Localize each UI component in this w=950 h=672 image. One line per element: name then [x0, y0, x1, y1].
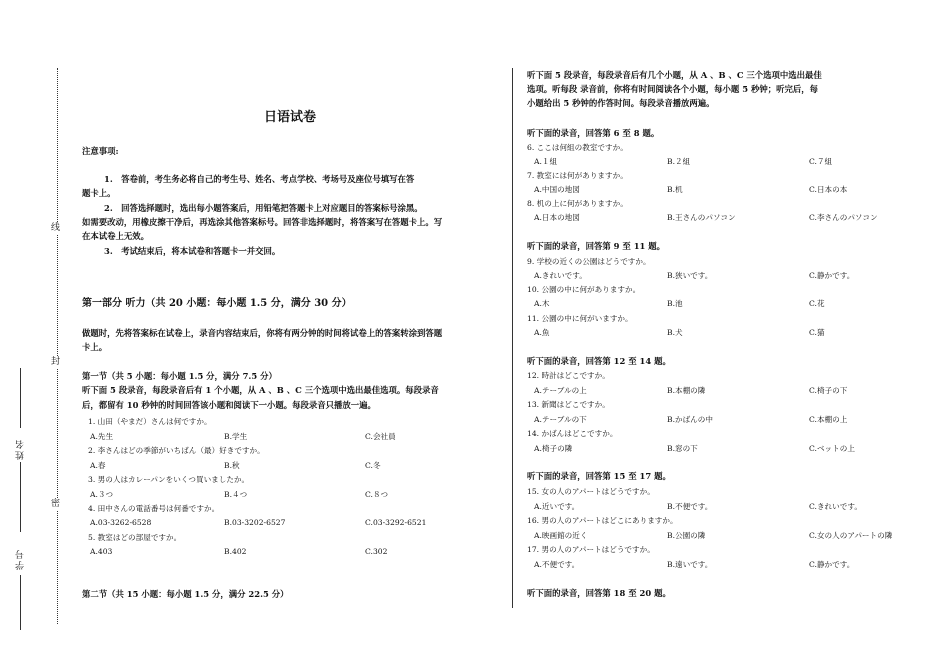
q14-option-a: A.椅子の隣 [534, 444, 573, 453]
notice-2-cont2: 在本试卷上无效。 [82, 231, 149, 241]
binding-mark-xian: 线 [51, 223, 61, 233]
question-2: 2. 李さんはどの季節がいちばん（最）好きですか。 [88, 446, 265, 455]
q10-option-c: C.花 [809, 299, 825, 308]
q7-option-a: A.中国の地図 [534, 185, 580, 194]
question-13: 13. 新聞はどこですか。 [527, 400, 610, 409]
group-9-11-heading: 听下面的录音，回答第 9 至 11 题。 [527, 241, 666, 251]
part1-heading: 第一部分 听力（共 20 小题：每小题 1.5 分，满分 30 分） [82, 298, 352, 309]
question-6: 6. ここは何組の教室ですか。 [527, 143, 628, 152]
q4-option-a: A.03-3262-6528 [90, 518, 152, 527]
q11-option-a: A.魚 [534, 328, 550, 337]
q8-option-a: A.日本の地図 [534, 213, 580, 222]
q6-option-c: C.７組 [809, 157, 833, 166]
group-15-17-heading: 听下面的录音，回答第 15 至 17 题。 [527, 471, 671, 481]
question-1: 1. 山田（やまだ）さんは何ですか。 [88, 417, 212, 426]
q10-option-b: B.池 [667, 299, 683, 308]
question-3: 3. 男の人はカレーパンをいくつ買いましたか。 [88, 475, 250, 484]
question-8: 8. 机の上に何がありますか。 [527, 199, 628, 208]
q4-option-b: B.03-3202-6527 [224, 518, 286, 527]
q14-option-b: B.窓の下 [667, 444, 698, 453]
section1-intro: 听下面 5 段录音，每段录音后有 1 个小题，从 A 、B 、C 三个选项中选出最佳选项。每段录音 [82, 385, 439, 395]
binding-line [57, 68, 58, 624]
q8-option-b: B.王さんのパソコン [667, 213, 736, 222]
q6-option-a: A.１組 [534, 157, 558, 166]
question-9: 9. 学校の近くの公園はどうですか。 [527, 257, 651, 266]
notice-2: 2. 回答选择题时，选出每小题答案后，用铅笔把答题卡上对应题目的答案标号涂黑。 [104, 203, 423, 213]
q3-option-b: B.４つ [224, 490, 248, 499]
question-7: 7. 教室には何がありますか。 [527, 171, 628, 180]
notice-1-cont: 题卡上。 [82, 188, 116, 198]
q17-option-c: C.静かです。 [809, 560, 855, 569]
student-id-line [20, 575, 21, 630]
section1-heading: 第一节（共 5 小题：每小题 1.5 分，满分 7.5 分） [82, 371, 277, 381]
q9-option-b: B.狭いです。 [667, 271, 713, 280]
section2-intro: 听下面 5 段录音，每段录音后有几个小题，从 A 、B 、C 三个选项中选出最佳 [527, 70, 822, 80]
q5-option-b: B.402 [224, 547, 247, 556]
q15-option-c: C.きれいです。 [809, 502, 862, 511]
question-16: 16. 男の人のアパートはどこにありますか。 [527, 516, 678, 525]
q16-option-a: A.映画館の近く [534, 531, 588, 540]
q13-option-b: B.かばんの中 [667, 415, 713, 424]
binding-mark-mi: 密 [51, 499, 61, 509]
notice-1: 1. 答卷前，考生务必将自己的考生号、姓名、考点学校、考场号及座位号填写在答 [104, 174, 415, 184]
question-11: 11. 公園の中に何がいますか。 [527, 314, 633, 323]
section2-heading: 第二节（共 15 小题：每小题 1.5 分，满分 22.5 分） [82, 589, 289, 599]
q12-option-b: B.本棚の隣 [667, 386, 706, 395]
q10-option-a: A.木 [534, 299, 550, 308]
q9-option-a: A.きれいです。 [534, 271, 587, 280]
q14-option-c: C.ベットの上 [809, 444, 855, 453]
q2-option-a: A.春 [90, 461, 106, 470]
notice-3: 3. 考试结束后，将本试卷和答题卡一并交回。 [104, 246, 281, 256]
q2-option-c: C.冬 [365, 461, 381, 470]
question-17: 17. 男の人のアパートはどうですか。 [527, 545, 655, 554]
q1-option-b: B.学生 [224, 432, 248, 441]
notice-heading: 注意事项: [82, 146, 119, 156]
q11-option-b: B.犬 [667, 328, 683, 337]
question-12: 12. 時計はどこですか。 [527, 371, 610, 380]
q3-option-c: C.８つ [365, 490, 389, 499]
group-12-14-heading: 听下面的录音，回答第 12 至 14 题。 [527, 356, 671, 366]
section1-intro-cont: 后，都留有 10 秒钟的时间回答该小题和阅读下一小题。每段录音只播放一遍。 [82, 400, 376, 410]
question-4: 4. 田中さんの電話番号は何番ですか。 [88, 504, 220, 513]
q2-option-b: B.秋 [224, 461, 240, 470]
name-line-lower [20, 462, 21, 532]
name-label: 姓名 [16, 438, 26, 460]
q7-option-c: C.日本の本 [809, 185, 848, 194]
q8-option-c: C.李さんのパソコン [809, 213, 878, 222]
q5-option-a: A.403 [90, 547, 113, 556]
binding-mark-feng: 封 [51, 357, 61, 367]
q3-option-a: A.３つ [90, 490, 114, 499]
part1-intro-cont: 卡上。 [82, 342, 108, 352]
column-divider [512, 68, 513, 608]
q5-option-c: C.302 [365, 547, 388, 556]
q1-option-a: A.先生 [90, 432, 114, 441]
section2-intro-cont2: 小题给出 5 秒钟的作答时间。每段录音播放两遍。 [527, 98, 715, 108]
q13-option-c: C.本棚の上 [809, 415, 848, 424]
q15-option-a: A.近いです。 [534, 502, 580, 511]
q1-option-c: C.会社員 [365, 432, 396, 441]
section2-intro-cont: 选项。听每段 录音前，你将有时间阅读各个小题，每小题 5 秒钟；听完后，每 [527, 84, 818, 94]
q11-option-c: C.猫 [809, 328, 825, 337]
q17-option-b: B.遠いです。 [667, 560, 713, 569]
q6-option-b: B.２組 [667, 157, 691, 166]
notice-2-cont: 如需要改动，用橡皮擦干净后，再选涂其他答案标号。回答非选择题时，将答案写在答题卡上。写 [82, 217, 443, 227]
q13-option-a: A.テーブルの下 [534, 415, 587, 424]
q12-option-a: A.テーブルの上 [534, 386, 587, 395]
question-10: 10. 公園の中に何がありますか。 [527, 285, 641, 294]
q15-option-b: B.不便です。 [667, 502, 713, 511]
q9-option-c: C.静かです。 [809, 271, 855, 280]
group-6-8-heading: 听下面的录音，回答第 6 至 8 题。 [527, 128, 660, 138]
q16-option-b: B.公園の隣 [667, 531, 706, 540]
q7-option-b: B.机 [667, 185, 683, 194]
q4-option-c: C.03-3292-6521 [365, 518, 427, 527]
student-id-label: 学号 [16, 548, 26, 570]
page-title: 日语试卷 [264, 110, 317, 125]
q17-option-a: A.不便です。 [534, 560, 580, 569]
q12-option-c: C.椅子の下 [809, 386, 848, 395]
part1-intro: 做题时，先将答案标在试卷上，录音内容结束后，你将有两分钟的时间将试卷上的答案转涂到答题 [82, 328, 443, 338]
question-15: 15. 女の人のアパートはどうですか。 [527, 487, 655, 496]
name-line [20, 368, 21, 428]
question-14: 14. かばんはどこですか。 [527, 429, 618, 438]
group-18-20-heading: 听下面的录音，回答第 18 至 20 题。 [527, 588, 671, 598]
question-5: 5. 教室はどの部屋ですか。 [88, 533, 182, 542]
q16-option-c: C.女の人のアパートの隣 [809, 531, 893, 540]
